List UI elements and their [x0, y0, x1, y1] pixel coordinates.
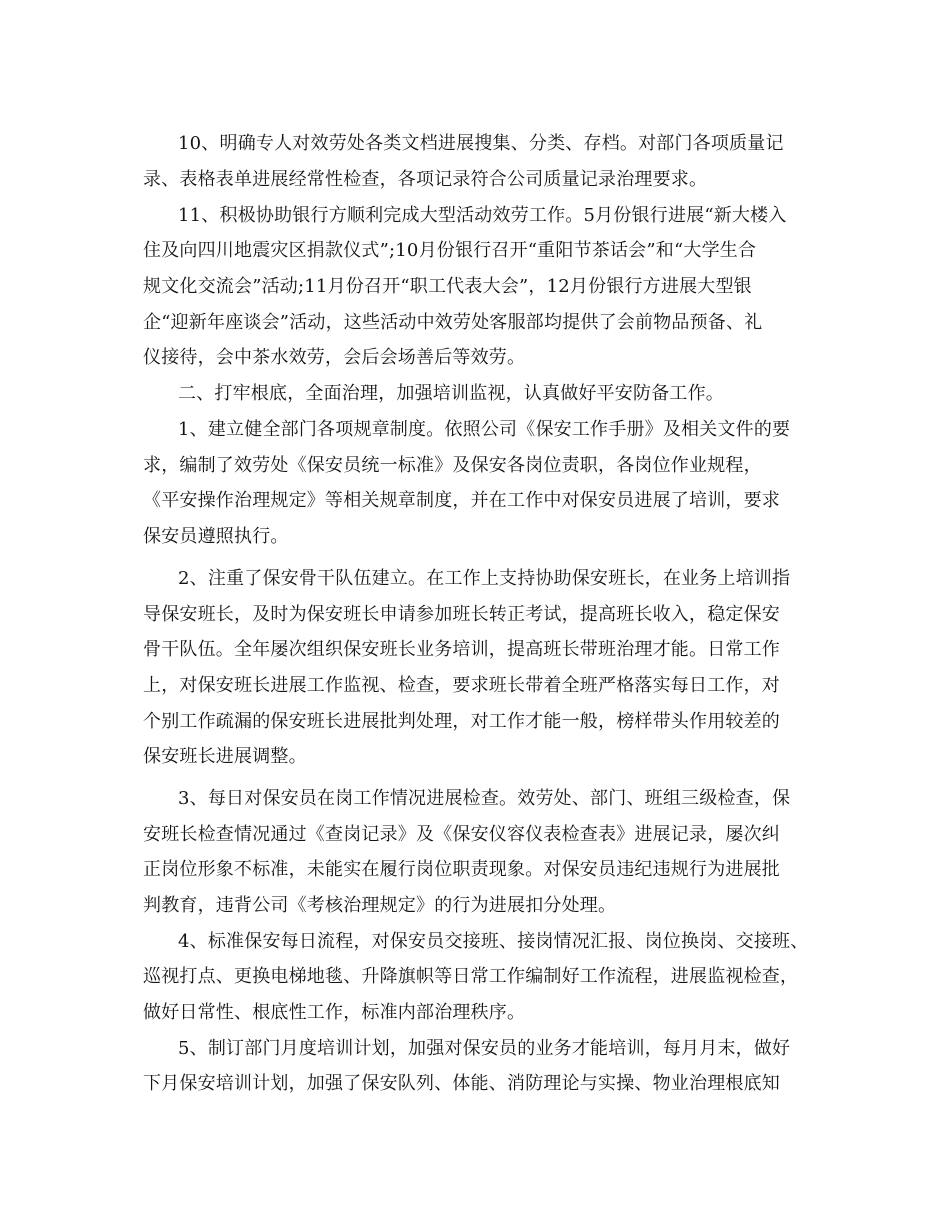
item-2-line-6: 保安班长进展调整。	[143, 746, 307, 767]
item-4-line-3: 做好日常性、根底性工作，标准内部治理秩序。	[143, 1002, 526, 1023]
item-2-line-1: 2、注重了保安骨干队伍建立。在工作上支持协助保安班长，在业务上培训指	[178, 568, 791, 589]
item-5-line-2: 下月保安培训计划，加强了保安队列、体能、消防理论与实操、物业治理根底知	[143, 1073, 780, 1094]
item-5-line-1: 5、制订部门月度培训计划，加强对保安员的业务才能培训，每月月末，做好	[178, 1038, 791, 1059]
paragraph-10-line-1: 10、明确专人对效劳处各类文档进展搜集、分类、存档。对部门各项质量记	[178, 133, 784, 154]
item-4-line-2: 巡视打点、更换电梯地毯、升降旗帜等日常工作编制好工作流程，进展监视检查，	[143, 966, 799, 987]
item-2-line-2: 导保安班长，及时为保安班长申请参加班长转正考试，提高班长收入，稳定保安	[143, 604, 780, 625]
item-1-line-2: 求，编制了效劳处《保安员统一标准》及保安各岗位责职，各岗位作业规程，	[143, 455, 762, 476]
item-3-line-1: 3、每日对保安员在岗工作情况进展检查。效劳处、部门、班组三级检查，保	[178, 788, 791, 809]
paragraph-11-line-1: 11、积极协助银行方顺利完成大型活动效劳工作。5月份银行进展“新大楼入	[178, 205, 787, 226]
item-2-line-5: 个别工作疏漏的保安班长进展批判处理，对工作才能一般，榜样带头作用较差的	[143, 711, 780, 732]
item-2-line-4: 上，对保安班长进展工作监视、检查，要求班长带着全班严格落实每日工作，对	[143, 675, 780, 696]
item-1-line-3: 《平安操作治理规定》等相关规章制度，并在工作中对保安员进展了培训，要求	[143, 490, 780, 511]
item-1-line-1: 1、建立健全部门各项规章制度。依照公司《保安工作手册》及相关文件的要	[178, 419, 791, 440]
item-2-line-3: 骨干队伍。全年屡次组织保安班长业务培训，提高班长带班治理才能。日常工作	[143, 639, 780, 660]
item-1-line-4: 保安员遵照执行。	[143, 526, 289, 547]
section-heading-2: 二、打牢根底，全面治理，加强培训监视，认真做好平安防备工作。	[178, 383, 724, 404]
paragraph-11-line-3: 规文化交流会”活动;11月份召开“职工代表大会”，12月份银行方进展大型银	[143, 276, 752, 297]
item-3-line-4: 判教育，违背公司《考核治理规定》的行为进展扣分处理。	[143, 895, 617, 916]
paragraph-10-line-2: 录、表格表单进展经常性检查，各项记录符合公司质量记录治理要求。	[143, 169, 708, 190]
item-3-line-2: 安班长检查情况通过《查岗记录》及《保安仪容仪表检查表》进展记录，屡次纠	[143, 824, 780, 845]
item-4-line-1: 4、标准保安每日流程，对保安员交接班、接岗情况汇报、岗位换岗、交接班、	[178, 931, 809, 952]
paragraph-11-line-4: 企“迎新年座谈会”活动，这些活动中效劳处客服部均提供了会前物品预备、礼	[143, 312, 763, 333]
paragraph-11-line-5: 仪接待，会中茶水效劳，会后会场善后等效劳。	[143, 347, 526, 368]
paragraph-11-line-2: 住及向四川地震灾区捐款仪式”;10月份银行召开“重阳节茶话会”和“大学生合	[143, 240, 757, 261]
item-3-line-3: 正岗位形象不标准，未能实在履行岗位职责现象。对保安员违纪违规行为进展批	[143, 859, 780, 880]
